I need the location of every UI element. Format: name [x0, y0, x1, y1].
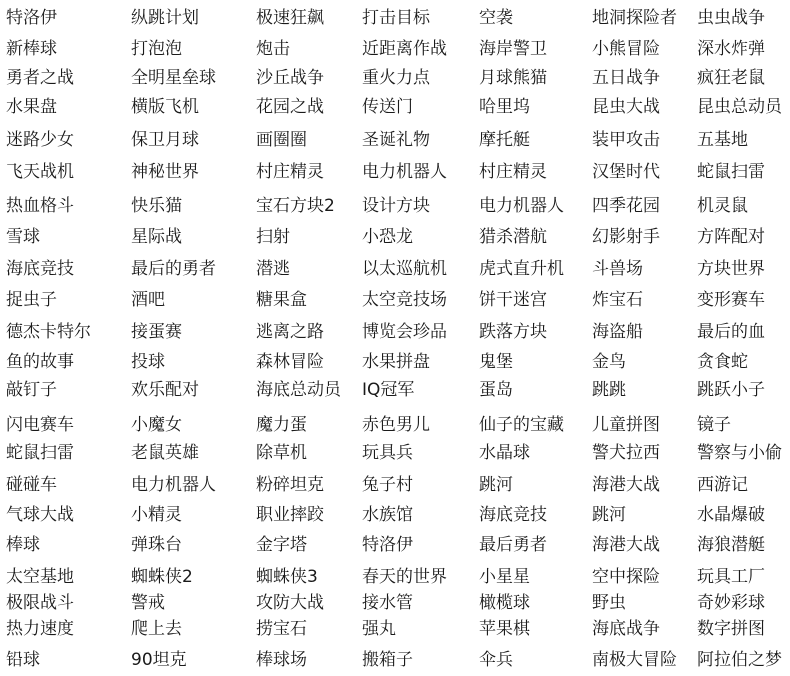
- game-title-link[interactable]: 赤色男儿: [362, 415, 430, 435]
- game-title-link[interactable]: 强丸: [362, 619, 396, 639]
- game-title-link[interactable]: 贪食蛇: [697, 352, 748, 372]
- game-title-link[interactable]: 气球大战: [6, 505, 74, 525]
- game-title-link[interactable]: 海底总动员: [256, 380, 341, 400]
- game-title-link[interactable]: 闪电赛车: [6, 415, 74, 435]
- game-row: [0, 565, 790, 589]
- game-title-link[interactable]: 设计方块: [362, 196, 430, 216]
- game-title-link[interactable]: 全明星垒球: [131, 68, 216, 88]
- game-title-link[interactable]: 五日战争: [592, 68, 660, 88]
- game-title-link[interactable]: 橄榄球: [479, 593, 530, 613]
- game-title-link[interactable]: 太空竞技场: [362, 290, 447, 310]
- game-title-link[interactable]: 海岸警卫: [479, 39, 547, 59]
- game-title-link[interactable]: 星际战: [131, 227, 182, 247]
- game-title-link[interactable]: 保卫月球: [131, 130, 199, 150]
- game-title-link[interactable]: 太空基地: [6, 567, 74, 587]
- game-title-link[interactable]: 捞宝石: [256, 619, 307, 639]
- game-title-link[interactable]: 镜子: [697, 415, 731, 435]
- game-title-link[interactable]: 除草机: [256, 443, 307, 463]
- game-title-link[interactable]: 兔子村: [362, 475, 413, 495]
- game-title-link[interactable]: 苹果棋: [479, 619, 530, 639]
- game-title-link[interactable]: 近距离作战: [362, 39, 447, 59]
- game-title-link[interactable]: 飞天战机: [6, 162, 74, 182]
- game-title-link[interactable]: 敲钉子: [6, 380, 57, 400]
- game-title-link[interactable]: 蜘蛛侠2: [131, 567, 193, 587]
- game-title-link[interactable]: 极限战斗: [6, 593, 74, 613]
- game-title-link[interactable]: 纵跳计划: [131, 8, 199, 28]
- game-title-link[interactable]: 小魔女: [131, 415, 182, 435]
- game-title-link[interactable]: 热血格斗: [6, 196, 74, 216]
- game-title-link[interactable]: 疯狂老鼠: [697, 68, 765, 88]
- game-title-link[interactable]: 昆虫大战: [592, 97, 660, 117]
- game-title-link[interactable]: 横版飞机: [131, 97, 199, 117]
- game-title-link[interactable]: 玩具工厂: [697, 567, 765, 587]
- game-title-link[interactable]: 接水管: [362, 593, 413, 613]
- game-title-link[interactable]: 奇妙彩球: [697, 593, 765, 613]
- game-title-link[interactable]: 深水炸弹: [697, 39, 765, 59]
- game-title-link[interactable]: 猎杀潜航: [479, 227, 547, 247]
- game-title-link[interactable]: 机灵鼠: [697, 196, 748, 216]
- game-title-link[interactable]: 海狼潜艇: [697, 535, 765, 555]
- game-title-link[interactable]: 海盗船: [592, 322, 643, 342]
- game-title-link[interactable]: 打击目标: [362, 8, 430, 28]
- game-title-link[interactable]: 五基地: [697, 130, 748, 150]
- game-title-link[interactable]: 水晶爆破: [697, 505, 765, 525]
- game-row: [0, 378, 790, 402]
- game-title-link[interactable]: IQ冠军: [362, 380, 415, 400]
- game-title-link[interactable]: 摩托艇: [479, 130, 530, 150]
- game-title-link[interactable]: 神秘世界: [131, 162, 199, 182]
- game-title-link[interactable]: 粉碎坦克: [256, 475, 324, 495]
- game-title-link[interactable]: 空中探险: [592, 567, 660, 587]
- game-row: [0, 591, 790, 615]
- game-title-link[interactable]: 变形赛车: [697, 290, 765, 310]
- game-row: [0, 473, 790, 497]
- game-title-link[interactable]: 跌落方块: [479, 322, 547, 342]
- game-title-link[interactable]: 幻影射手: [592, 227, 660, 247]
- game-title-link[interactable]: 重火力点: [362, 68, 430, 88]
- game-title-link[interactable]: 90坦克: [131, 650, 187, 670]
- game-title-link[interactable]: 投球: [131, 352, 165, 372]
- game-title-link[interactable]: 蛇鼠扫雷: [6, 443, 74, 463]
- game-title-link[interactable]: 玩具兵: [362, 443, 413, 463]
- game-title-link[interactable]: 欢乐配对: [131, 380, 199, 400]
- game-title-link[interactable]: 阿拉伯之梦: [697, 650, 782, 670]
- game-title-link[interactable]: 极速狂飙: [256, 8, 324, 28]
- game-title-link[interactable]: 炸宝石: [592, 290, 643, 310]
- game-title-link[interactable]: 传送门: [362, 97, 413, 117]
- game-title-link[interactable]: 铅球: [6, 650, 40, 670]
- game-row: [0, 6, 790, 30]
- game-title-link[interactable]: 接蛋赛: [131, 322, 182, 342]
- game-title-link[interactable]: 宝石方块2: [256, 196, 335, 216]
- game-row: [0, 95, 790, 119]
- game-title-link[interactable]: 迷路少女: [6, 130, 74, 150]
- game-row: [0, 160, 790, 184]
- game-title-link[interactable]: 爬上去: [131, 619, 182, 639]
- game-title-link[interactable]: 新棒球: [6, 39, 57, 59]
- game-row: [0, 225, 790, 249]
- game-title-link[interactable]: 蛋岛: [479, 380, 513, 400]
- game-title-link[interactable]: 海港大战: [592, 475, 660, 495]
- game-title-link[interactable]: 森林冒险: [256, 352, 324, 372]
- game-title-link[interactable]: 小星星: [479, 567, 530, 587]
- game-row: [0, 194, 790, 218]
- game-title-link[interactable]: 汉堡时代: [592, 162, 660, 182]
- game-title-link[interactable]: 野虫: [592, 593, 626, 613]
- game-title-link[interactable]: 特洛伊: [362, 535, 413, 555]
- game-title-link[interactable]: 水族馆: [362, 505, 413, 525]
- game-title-link[interactable]: 昆虫总动员: [697, 97, 782, 117]
- game-title-link[interactable]: 电力机器人: [362, 162, 447, 182]
- game-title-link[interactable]: 哈里坞: [479, 97, 530, 117]
- game-title-link[interactable]: 圣诞礼物: [362, 130, 430, 150]
- game-title-link[interactable]: 警察与小偷: [697, 443, 782, 463]
- game-title-link[interactable]: 热力速度: [6, 619, 74, 639]
- game-row: [0, 288, 790, 312]
- game-title-link[interactable]: 空袭: [479, 8, 513, 28]
- game-row: [0, 441, 790, 465]
- game-title-link[interactable]: 电力机器人: [479, 196, 564, 216]
- game-title-link[interactable]: 水果盘: [6, 97, 57, 117]
- game-title-link[interactable]: 月球熊猫: [479, 68, 547, 88]
- game-title-link[interactable]: 糖果盒: [256, 290, 307, 310]
- game-title-link[interactable]: 炮击: [256, 39, 290, 59]
- game-title-link[interactable]: 方阵配对: [697, 227, 765, 247]
- game-title-link[interactable]: 博览会珍品: [362, 322, 447, 342]
- game-title-link[interactable]: 捉虫子: [6, 290, 57, 310]
- game-title-link[interactable]: 方块世界: [697, 259, 765, 279]
- game-title-link[interactable]: 伞兵: [479, 650, 513, 670]
- game-row: [0, 66, 790, 90]
- game-title-link[interactable]: 逃离之路: [256, 322, 324, 342]
- game-title-link[interactable]: 小恐龙: [362, 227, 413, 247]
- game-title-link[interactable]: 蜘蛛侠3: [256, 567, 318, 587]
- game-title-link[interactable]: 金鸟: [592, 352, 626, 372]
- game-title-link[interactable]: 小精灵: [131, 505, 182, 525]
- game-title-link[interactable]: 四季花园: [592, 196, 660, 216]
- game-title-link[interactable]: 鱼的故事: [6, 352, 74, 372]
- game-title-link[interactable]: 鬼堡: [479, 352, 513, 372]
- game-title-link[interactable]: 最后的血: [697, 322, 765, 342]
- game-title-link[interactable]: 村庄精灵: [256, 162, 324, 182]
- game-row: [0, 257, 790, 281]
- game-title-link[interactable]: 海底竞技: [6, 259, 74, 279]
- game-title-link[interactable]: 最后勇者: [479, 535, 547, 555]
- game-title-link[interactable]: 儿童拼图: [592, 415, 660, 435]
- game-title-link[interactable]: 沙丘战争: [256, 68, 324, 88]
- game-title-link[interactable]: 快乐猫: [131, 196, 182, 216]
- game-title-link[interactable]: 碰碰车: [6, 475, 57, 495]
- game-title-link[interactable]: 西游记: [697, 475, 748, 495]
- game-title-link[interactable]: 春天的世界: [362, 567, 447, 587]
- game-title-link[interactable]: 仙子的宝藏: [479, 415, 564, 435]
- game-title-link[interactable]: 电力机器人: [131, 475, 216, 495]
- game-title-link[interactable]: 棒球场: [256, 650, 307, 670]
- game-row: [0, 128, 790, 152]
- game-title-link[interactable]: 跳跳: [592, 380, 626, 400]
- game-title-link[interactable]: 特洛伊: [6, 8, 57, 28]
- game-title-link[interactable]: 打泡泡: [131, 39, 182, 59]
- game-title-link[interactable]: 德杰卡特尔: [6, 322, 91, 342]
- game-title-link[interactable]: 数字拼图: [697, 619, 765, 639]
- game-title-link[interactable]: 最后的勇者: [131, 259, 216, 279]
- game-title-link[interactable]: 雪球: [6, 227, 40, 247]
- game-title-link[interactable]: 跳河: [479, 475, 513, 495]
- game-title-link[interactable]: 村庄精灵: [479, 162, 547, 182]
- game-title-link[interactable]: 画圈圈: [256, 130, 307, 150]
- game-row: [0, 648, 790, 672]
- game-title-link[interactable]: 跳河: [592, 505, 626, 525]
- game-title-link[interactable]: 蛇鼠扫雷: [697, 162, 765, 182]
- game-title-link[interactable]: 装甲攻击: [592, 130, 660, 150]
- game-title-link[interactable]: 跳跃小子: [697, 380, 765, 400]
- game-row: [0, 350, 790, 374]
- game-title-link[interactable]: 虫虫战争: [697, 8, 765, 28]
- game-row: [0, 503, 790, 527]
- game-title-link[interactable]: 警犬拉西: [592, 443, 660, 463]
- game-title-link[interactable]: 水晶球: [479, 443, 530, 463]
- game-title-link[interactable]: 攻防大战: [256, 593, 324, 613]
- game-title-link[interactable]: 勇者之战: [6, 68, 74, 88]
- game-title-link[interactable]: 以太巡航机: [362, 259, 447, 279]
- game-title-link[interactable]: 扫射: [256, 227, 290, 247]
- game-title-link[interactable]: 水果拼盘: [362, 352, 430, 372]
- game-title-link[interactable]: 弹珠台: [131, 535, 182, 555]
- game-title-link[interactable]: 潜逃: [256, 259, 290, 279]
- game-row: [0, 37, 790, 61]
- game-title-link[interactable]: 饼干迷宫: [479, 290, 547, 310]
- game-title-link[interactable]: 海港大战: [592, 535, 660, 555]
- game-title-link[interactable]: 搬箱子: [362, 650, 413, 670]
- game-row: [0, 617, 790, 641]
- game-title-link[interactable]: 魔力蛋: [256, 415, 307, 435]
- game-title-link[interactable]: 职业摔跤: [256, 505, 324, 525]
- game-title-link[interactable]: 花园之战: [256, 97, 324, 117]
- game-title-link[interactable]: 海底战争: [592, 619, 660, 639]
- game-title-link[interactable]: 金字塔: [256, 535, 307, 555]
- game-title-link[interactable]: 酒吧: [131, 290, 165, 310]
- game-title-link[interactable]: 棒球: [6, 535, 40, 555]
- game-title-link[interactable]: 地洞探险者: [592, 8, 677, 28]
- game-row: [0, 413, 790, 437]
- game-title-link[interactable]: 斗兽场: [592, 259, 643, 279]
- game-row: [0, 533, 790, 557]
- game-title-link[interactable]: 老鼠英雄: [131, 443, 199, 463]
- game-title-link[interactable]: 海底竞技: [479, 505, 547, 525]
- game-title-link[interactable]: 虎式直升机: [479, 259, 564, 279]
- game-row: [0, 320, 790, 344]
- game-title-link[interactable]: 小熊冒险: [592, 39, 660, 59]
- game-title-link[interactable]: 南极大冒险: [592, 650, 677, 670]
- game-title-link[interactable]: 警戒: [131, 593, 165, 613]
